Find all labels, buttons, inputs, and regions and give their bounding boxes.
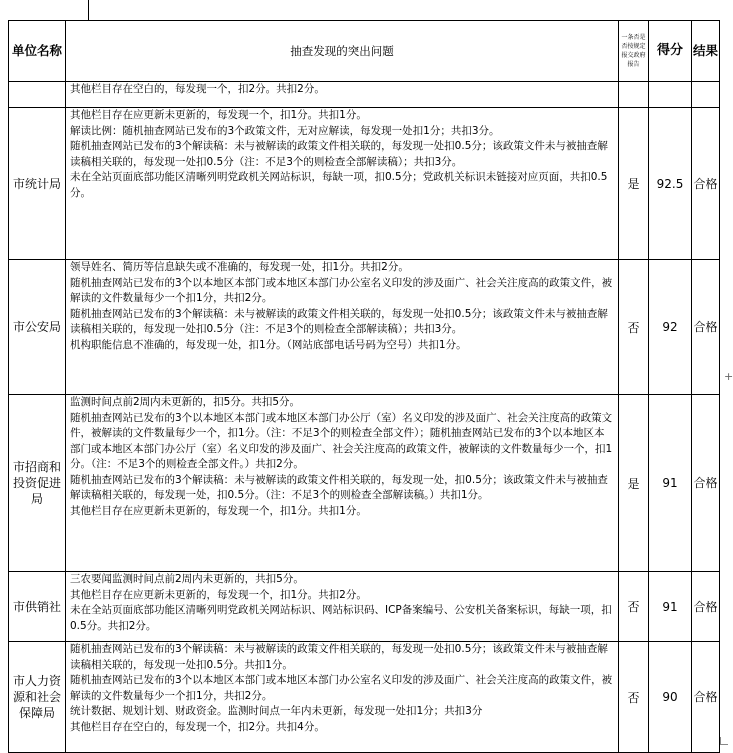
result-cell: 合格 [692, 108, 720, 260]
table-row [9, 260, 720, 395]
issue-line: 随机抽查网站已发布的3个解读稿：未与被解读的政策文件相关联的，每发现一处扣0.5分；该政策文件未与被抽查解读稿相关联的，每发现一处扣0.5分（注：不足3个的则检查全部解读稿）；共扣3分。 [70, 307, 608, 335]
issues-cell [66, 82, 619, 108]
issue-line: 三农要闻监测时间点前2周内未更新的，共扣5分。 [70, 573, 304, 585]
result-cell: 合格 [692, 395, 720, 572]
score-cell: 92 [649, 260, 692, 395]
row-resize-handle[interactable]: + [724, 370, 733, 383]
unit-cell: 市招商和投资促进局 [9, 395, 66, 572]
issue-line: 未在全站页面底部功能区清晰列明党政机关网站标识，每缺一项，扣0.5分；党政机关标识未链接对应页面，共扣0.5分。 [70, 171, 608, 199]
issue-line: 其他栏目存在应更新未更新的，每发现一个，扣1分。共扣2分。 [70, 588, 367, 601]
unit-cell: 市公安局 [9, 260, 66, 395]
unit-cell [9, 82, 66, 108]
issue-line: 统计数据、规划计划、财政资金。监测时间点一年内未更新，每发现一处扣1分；共扣3分 [70, 705, 483, 717]
issue-line: 未在全站页面底部功能区清晰列明党政机关网站标识、网站标识码、ICP备案编号、公安机关备案标识，每缺一项，扣0.5分。共扣2分。 [70, 604, 612, 632]
score-cell: 91 [649, 395, 692, 572]
unit-cell: 市人力资源和社会保障局 [9, 642, 66, 753]
issues-cell [66, 572, 619, 642]
issue-line: 其他栏目存在应更新未更新的，每发现一个，扣1分。共扣1分。 [70, 109, 367, 121]
issue-line: 随机抽查网站已发布的3个解读稿：未与被解读的政策文件相关联的，每发现一处扣0.5分；该政策文件未与被抽查解读稿相关联的，每发现一处扣0.5分。共扣1分。 [70, 643, 608, 671]
table-row [9, 108, 720, 260]
table-row [9, 642, 720, 753]
score-cell: 92.5 [649, 108, 692, 260]
header-unit: 单位名称 [9, 21, 66, 82]
table-row [9, 395, 720, 572]
unit-cell: 市供销社 [9, 572, 66, 642]
score-cell: 91 [649, 572, 692, 642]
issue-line: 随机抽查网站已发布的3个以本地区本部门或本地区本部门办公厅（室）名义印发的涉及面广、社会关注度高的政策文件，被解读的文件数量每少一个，扣1分。（注：不足3个的则检查全部文件）；随机抽查网站已发布的3个以本地区本部门或本地区本部门办公厅（室）名义印发的涉及面广、社会关注度高的政策文件，被解读的文件数量每少一个，扣1分。（注：不足3个的则检查全部文件。）共扣2分。 [70, 411, 613, 470]
header-result: 结果 [692, 21, 720, 82]
issues-cell [66, 395, 619, 572]
table-row [9, 572, 720, 642]
table-row [9, 82, 720, 108]
report-flag-cell: 是 [619, 108, 649, 260]
result-cell: 合格 [692, 642, 720, 753]
issue-line: 解读比例：随机抽查网站已发布的3个政策文件，无对应解读，每发现一处扣1分；共扣3分。 [70, 124, 500, 137]
issue-line: 其他栏目存在应更新未更新的，每发现一个，扣1分。共扣1分。 [70, 504, 367, 517]
issue-line: 随机抽查网站已发布的3个以本地区本部门或本地区本部门办公室名义印发的涉及面广、社会关注度高的政策文件，被解读的文件数量每少一个扣1分，共扣2分。 [70, 674, 613, 702]
issue-line: 其他栏目存在空白的，每发现一个，扣2分。共扣4分。 [70, 720, 325, 733]
issue-line: 监测时间点前2周内未更新的，扣5分。共扣5分。 [70, 396, 301, 408]
issue-line: 随机抽查网站已发布的3个以本地区本部门或本地区本部门办公室名义印发的涉及面广、社会关注度高的政策文件，被解读的文件数量每少一个扣1分，共扣2分。 [70, 276, 613, 304]
report-flag-cell: 是 [619, 395, 649, 572]
score-cell: 90 [649, 642, 692, 753]
result-cell [692, 82, 720, 108]
report-flag-cell: 否 [619, 572, 649, 642]
top-column-divider [88, 0, 89, 20]
table-header-row [9, 21, 720, 82]
header-score: 得分 [649, 21, 692, 82]
result-cell: 合格 [692, 260, 720, 395]
corner-mark [720, 737, 728, 745]
issues-cell [66, 108, 619, 260]
issues-cell [66, 260, 619, 395]
header-report-flag: 一条否是否按规定报交政府报告 [619, 21, 649, 82]
header-issues: 抽查发现的突出问题 [66, 21, 619, 82]
issue-line: 随机抽查网站已发布的3个解读稿：未与被解读的政策文件相关联的，每发现一处扣0.5分；该政策文件未与被抽查解读稿相关联的，每发现一处扣0.5分（注：不足3个的则检查全部解读稿）；共扣3分。 [70, 140, 608, 168]
inspection-table [8, 20, 720, 753]
issues-cell [66, 642, 619, 753]
issue-line: 机构职能信息不准确的，每发现一处，扣1分。（网站底部电话号码为空号）共扣1分。 [70, 338, 467, 351]
report-flag-cell [619, 82, 649, 108]
issue-line: 其他栏目存在空白的，每发现一个，扣2分。共扣2分。 [70, 83, 325, 95]
score-cell [649, 82, 692, 108]
report-flag-cell: 否 [619, 642, 649, 753]
report-flag-cell: 否 [619, 260, 649, 395]
unit-cell: 市统计局 [9, 108, 66, 260]
issue-line: 随机抽查网站已发布的3个解读稿：未与被解读的政策文件相关联的，每发现一处，扣0.5分；该政策文件未与被抽查解读稿相关联的，每发现一处，扣0.5分。（注：不足3个的则检查全部解读稿。）共扣1分。 [70, 473, 608, 501]
issue-line: 领导姓名、简历等信息缺失或不准确的，每发现一处，扣1分。共扣2分。 [70, 261, 409, 273]
result-cell: 合格 [692, 572, 720, 642]
